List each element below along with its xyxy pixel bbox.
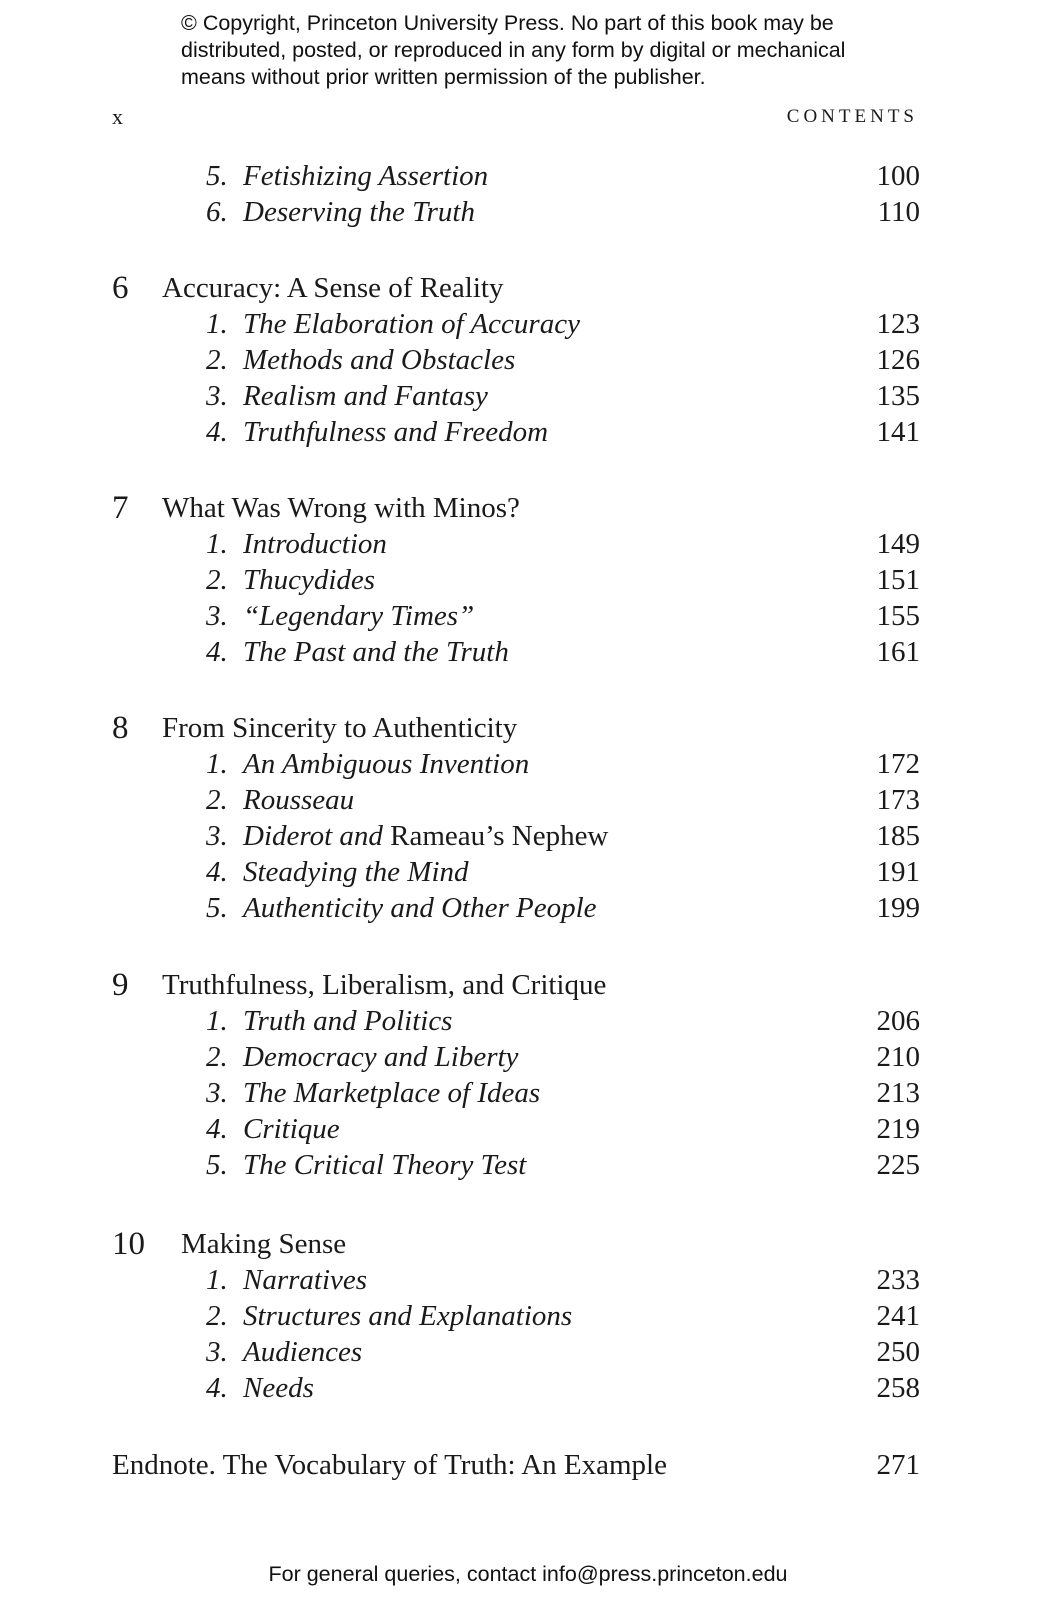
- section-number: 1.: [206, 1264, 228, 1296]
- toc-endnote-row: [0, 1447, 1050, 1483]
- page-number: 135: [876, 380, 920, 412]
- section-title: Methods and Obstacles: [243, 344, 516, 376]
- footer-text: For general queries, contact info@press.princeton.edu: [268, 1562, 788, 1586]
- page-number: 185: [876, 820, 920, 852]
- chapter-number: 6: [112, 270, 129, 306]
- page-number: 258: [876, 1372, 920, 1404]
- section-title: Authenticity and Other People: [243, 892, 597, 924]
- chapter-title: From Sincerity to Authenticity: [162, 712, 518, 744]
- page-number: 172: [876, 748, 920, 780]
- toc-section-row: [0, 342, 1050, 378]
- chapter-title: Truthfulness, Liberalism, and Critique: [162, 969, 607, 1001]
- page-number: 149: [876, 528, 920, 560]
- page-number: 250: [876, 1336, 920, 1368]
- section-number: 3.: [206, 1336, 228, 1368]
- page-number: 219: [876, 1113, 920, 1145]
- section-number: 5.: [206, 160, 228, 192]
- toc-section-row: [0, 1111, 1050, 1147]
- section-title: Deserving the Truth: [243, 196, 475, 228]
- page-number: 199: [876, 892, 920, 924]
- section-number: 2.: [206, 564, 228, 596]
- toc-section-row: [0, 306, 1050, 342]
- section-title: The Critical Theory Test: [243, 1149, 527, 1181]
- toc-section-row: [0, 818, 1050, 854]
- toc-section-row: [0, 598, 1050, 634]
- toc-section-row: [0, 1262, 1050, 1298]
- section-number: 2.: [206, 1300, 228, 1332]
- section-title: Rousseau: [243, 784, 355, 816]
- section-number: 5.: [206, 1149, 228, 1181]
- chapter-number: 8: [112, 710, 129, 746]
- toc-section-row: [0, 1334, 1050, 1370]
- toc-section-row: [0, 562, 1050, 598]
- running-head: CONTENTS: [786, 106, 918, 127]
- section-number: 2.: [206, 1041, 228, 1073]
- page-number: 241: [876, 1300, 920, 1332]
- section-title: Truthfulness and Freedom: [243, 416, 549, 448]
- section-title: The Elaboration of Accuracy: [243, 308, 580, 340]
- section-number: 1.: [206, 308, 228, 340]
- page-number: 123: [876, 308, 920, 340]
- page-number: 191: [876, 856, 920, 888]
- page-number: 100: [876, 160, 920, 192]
- page-number: 206: [876, 1005, 920, 1037]
- toc-section-row: [0, 194, 1050, 230]
- section-title: Critique: [243, 1113, 340, 1145]
- chapter-title: What Was Wrong with Minos?: [162, 492, 520, 524]
- toc-section-row: [0, 854, 1050, 890]
- section-title: Democracy and Liberty: [243, 1041, 519, 1073]
- toc-chapter-row: [0, 490, 1050, 526]
- chapter-number: 9: [112, 967, 129, 1003]
- section-title: The Past and the Truth: [243, 636, 509, 668]
- section-title: An Ambiguous Invention: [243, 748, 530, 780]
- toc-section-row: [0, 890, 1050, 926]
- section-title-italic: Diderot and: [243, 820, 391, 852]
- chapter-number: 10: [112, 1226, 145, 1262]
- section-number: 1.: [206, 1005, 228, 1037]
- section-number: 3.: [206, 820, 228, 852]
- footer-contact: [0, 1562, 1050, 1587]
- section-number: 1.: [206, 748, 228, 780]
- toc-section-row: [0, 1003, 1050, 1039]
- section-title: Narratives: [243, 1264, 368, 1296]
- section-number: 3.: [206, 600, 228, 632]
- toc-section-row: [0, 746, 1050, 782]
- toc-section-row: [0, 634, 1050, 670]
- toc-section-row: [0, 378, 1050, 414]
- page-number: 141: [876, 416, 920, 448]
- toc-chapter-row: [0, 710, 1050, 746]
- section-title: Steadying the Mind: [243, 856, 469, 888]
- book-title-roman: Rameau’s Nephew: [390, 820, 609, 852]
- chapter-number: 7: [112, 490, 129, 526]
- page-number: 126: [876, 344, 920, 376]
- section-number: 4.: [206, 856, 228, 888]
- page-folio: x: [112, 104, 124, 129]
- toc-chapter-row: [0, 967, 1050, 1003]
- page-number: 155: [876, 600, 920, 632]
- section-number: 4.: [206, 1113, 228, 1145]
- copyright-line: © Copyright, Princeton University Press. No part of this book may be: [181, 11, 834, 35]
- copyright-notice: [181, 10, 941, 91]
- section-title: Realism and Fantasy: [243, 380, 488, 412]
- page-number: 225: [876, 1149, 920, 1181]
- page-number: 151: [876, 564, 920, 596]
- section-title: Needs: [243, 1372, 314, 1404]
- copyright-line: means without prior written permission of the publisher.: [181, 65, 706, 89]
- toc-section-row: [0, 414, 1050, 450]
- page-number: 271: [876, 1449, 920, 1481]
- section-number: 4.: [206, 416, 228, 448]
- toc-section-row: [0, 1075, 1050, 1111]
- section-title: Audiences: [243, 1336, 363, 1368]
- section-number: 3.: [206, 380, 228, 412]
- section-number: 3.: [206, 1077, 228, 1109]
- section-number: 1.: [206, 528, 228, 560]
- page-number: 213: [876, 1077, 920, 1109]
- chapter-title: Making Sense: [181, 1228, 347, 1260]
- toc-section-row: [0, 782, 1050, 818]
- section-number: 2.: [206, 344, 228, 376]
- toc-section-row: [0, 526, 1050, 562]
- page-number: 110: [877, 196, 920, 228]
- page-number: 233: [876, 1264, 920, 1296]
- section-title: Structures and Explanations: [243, 1300, 573, 1332]
- section-number: 4.: [206, 636, 228, 668]
- page-number: 173: [876, 784, 920, 816]
- page-number: 161: [876, 636, 920, 668]
- chapter-title: Accuracy: A Sense of Reality: [162, 272, 504, 304]
- toc-section-row: [0, 158, 1050, 194]
- section-number: 5.: [206, 892, 228, 924]
- page-number: 210: [876, 1041, 920, 1073]
- section-number: 2.: [206, 784, 228, 816]
- endnote-title: Endnote. The Vocabulary of Truth: An Example: [112, 1449, 667, 1481]
- copyright-line: distributed, posted, or reproduced in any form by digital or mechanical: [181, 38, 846, 62]
- section-title: “Legendary Times”: [243, 600, 475, 632]
- section-title: Thucydides: [243, 564, 376, 596]
- toc-section-row: [0, 1147, 1050, 1183]
- toc-section-row: [0, 1298, 1050, 1334]
- section-title: Truth and Politics: [243, 1005, 453, 1037]
- toc-section-row: [0, 1370, 1050, 1406]
- section-title: [243, 818, 608, 854]
- toc-chapter-row: [0, 270, 1050, 306]
- section-title: Introduction: [243, 528, 387, 560]
- section-number: 4.: [206, 1372, 228, 1404]
- toc-chapter-row: [0, 1226, 1050, 1262]
- section-title: Fetishizing Assertion: [243, 160, 489, 192]
- section-title: The Marketplace of Ideas: [243, 1077, 541, 1109]
- section-number: 6.: [206, 196, 228, 228]
- toc-section-row: [0, 1039, 1050, 1075]
